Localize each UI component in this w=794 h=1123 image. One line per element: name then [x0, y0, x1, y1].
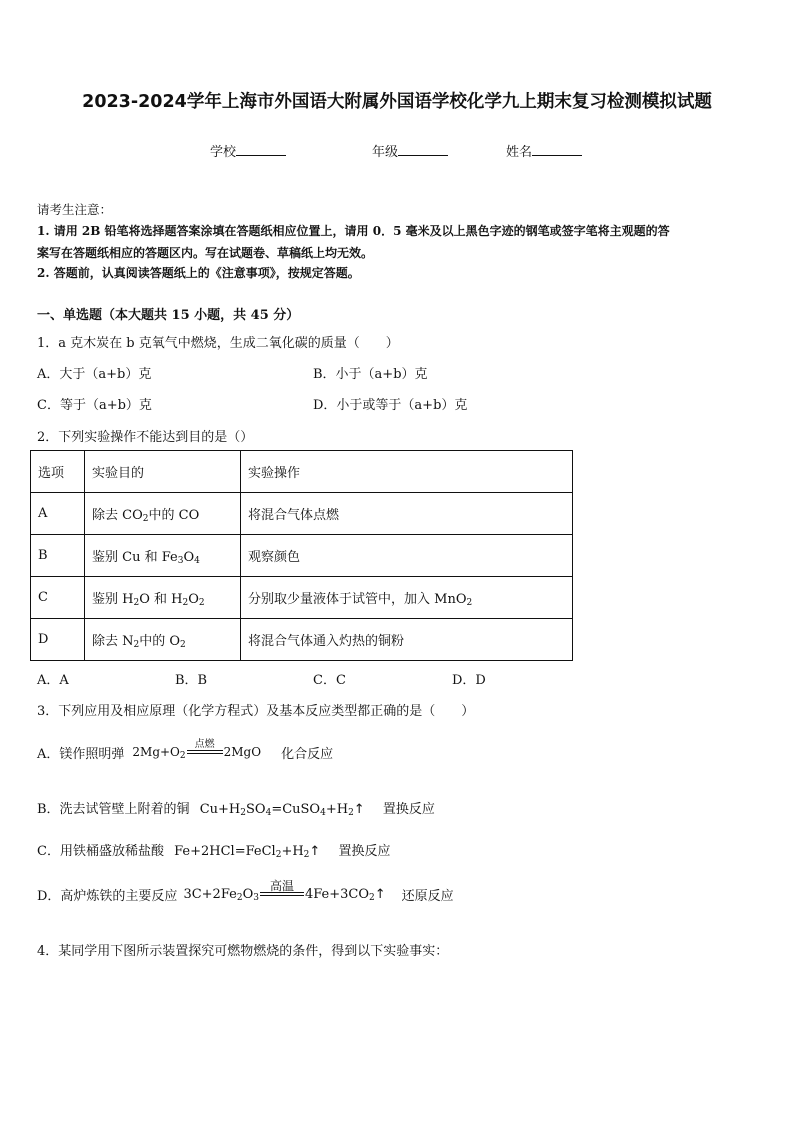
q2-table: [30, 450, 573, 661]
header-operation: 实验操作: [241, 451, 573, 493]
notice-item-2: 2. 答题前，认真阅读答题纸上的《注意事项》，按规定答题。: [37, 266, 360, 280]
q2-option-d[interactable]: D．D: [452, 673, 486, 688]
q2-option-a[interactable]: A．A: [37, 673, 69, 688]
q1-option-b[interactable]: B．小于（a+b）克: [313, 367, 428, 382]
q3-option-a[interactable]: A．镁作照明弹 $2Mg+O_2$ 点燃 2MgO 化合反应: [37, 740, 333, 764]
row-d-option: D: [31, 619, 85, 661]
row-d-goal: 除去 $N_2$中的 $O_2$: [85, 619, 241, 661]
row-b-goal: 鉴别 Cu 和 $Fe_3O_4$: [85, 535, 241, 577]
q1-option-d[interactable]: D．小于或等于（a+b）克: [313, 398, 468, 413]
row-d-operation: 将混合气体通入灼热的铜粉: [241, 619, 573, 661]
table-row: [31, 493, 573, 535]
equation-c: $Fe+2HCl=FeCl_2+H_2↑$: [174, 844, 321, 860]
equation-a: $2Mg+O_2$: [132, 745, 186, 761]
q2-option-c[interactable]: C．C: [313, 673, 346, 688]
table-row: [31, 619, 573, 661]
table-header-row: [31, 451, 573, 493]
q3-option-b[interactable]: B．洗去试管壁上附着的铜 $Cu+H_2SO_4=CuSO_4+H_2↑$ 置换反应: [37, 802, 435, 818]
row-a-goal: 除去 $CO_2$中的 CO: [85, 493, 241, 535]
q4-stem: 4．某同学用下图所示装置探究可燃物燃烧的条件，得到以下实验事实：: [37, 944, 449, 959]
equation-d: $3C+2Fe_2O_3$: [183, 886, 259, 903]
school-label: 学校: [210, 145, 237, 160]
table-row: [31, 577, 573, 619]
section-heading: 一、单选题（本大题共 15 小题，共 45 分）: [37, 308, 300, 323]
grade-field: [372, 141, 448, 160]
header-option: 选项: [31, 451, 85, 493]
school-field: [210, 141, 286, 160]
notice-item-1-line-2: 案写在答题纸相应的答题区内。写在试题卷、草稿纸上均无效。: [37, 246, 374, 260]
row-b-operation: 观察颜色: [241, 535, 573, 577]
grade-label: 年级: [372, 145, 399, 160]
header-goal: 实验目的: [85, 451, 241, 493]
q2-option-b[interactable]: B．B: [175, 673, 208, 688]
table-row: [31, 535, 573, 577]
reaction-arrow: 高温: [260, 880, 304, 908]
page-title: 2023-2024学年上海市外国语大附属外国语学校化学九上期末复习检测模拟试题: [82, 92, 712, 112]
notice-item-1-line-1: 1. 请用 2B 铅笔将选择题答案涂填在答题纸相应位置上，请用 0．5 毫米及以上黑色字迹的钢笔或签字笔将主观题的答: [37, 224, 670, 238]
name-blank[interactable]: [532, 144, 582, 156]
notice-heading: 请考生注意：: [37, 202, 113, 217]
row-c-option: C: [31, 577, 85, 619]
grade-blank[interactable]: [398, 144, 448, 156]
name-label: 姓名: [506, 145, 533, 160]
q1-stem: 1．a 克木炭在 b 克氧气中燃烧，生成二氧化碳的质量（ ）: [37, 336, 399, 351]
row-b-option: B: [31, 535, 85, 577]
q3-stem: 3．下列应用及相应原理（化学方程式）及基本反应类型都正确的是（ ）: [37, 704, 475, 719]
equation-b: $Cu+H_2SO_4=CuSO_4+H_2↑$: [199, 802, 365, 818]
q3-option-d[interactable]: D．高炉炼铁的主要反应 $3C+2Fe_2O_3$ 高温 $4Fe+3CO_2↑$ 还原反应: [37, 880, 454, 908]
row-c-goal: 鉴别 $H_2O$ 和 $H_2O_2$: [85, 577, 241, 619]
row-a-option: A: [31, 493, 85, 535]
school-blank[interactable]: [236, 144, 286, 156]
q2-stem: 2．下列实验操作不能达到目的是（）: [37, 430, 254, 445]
q3-option-c[interactable]: C．用铁桶盛放稀盐酸 $Fe+2HCl=FeCl_2+H_2↑$ 置换反应: [37, 844, 391, 860]
reaction-arrow: 点燃: [187, 740, 223, 764]
q1-option-a[interactable]: A．大于（a+b）克: [37, 367, 152, 382]
row-a-operation: 将混合气体点燃: [241, 493, 573, 535]
q1-option-c[interactable]: C．等于（a+b）克: [37, 398, 152, 413]
name-field: [506, 141, 582, 160]
row-c-operation: 分别取少量液体于试管中，加入 MnO$_2$: [241, 577, 573, 619]
